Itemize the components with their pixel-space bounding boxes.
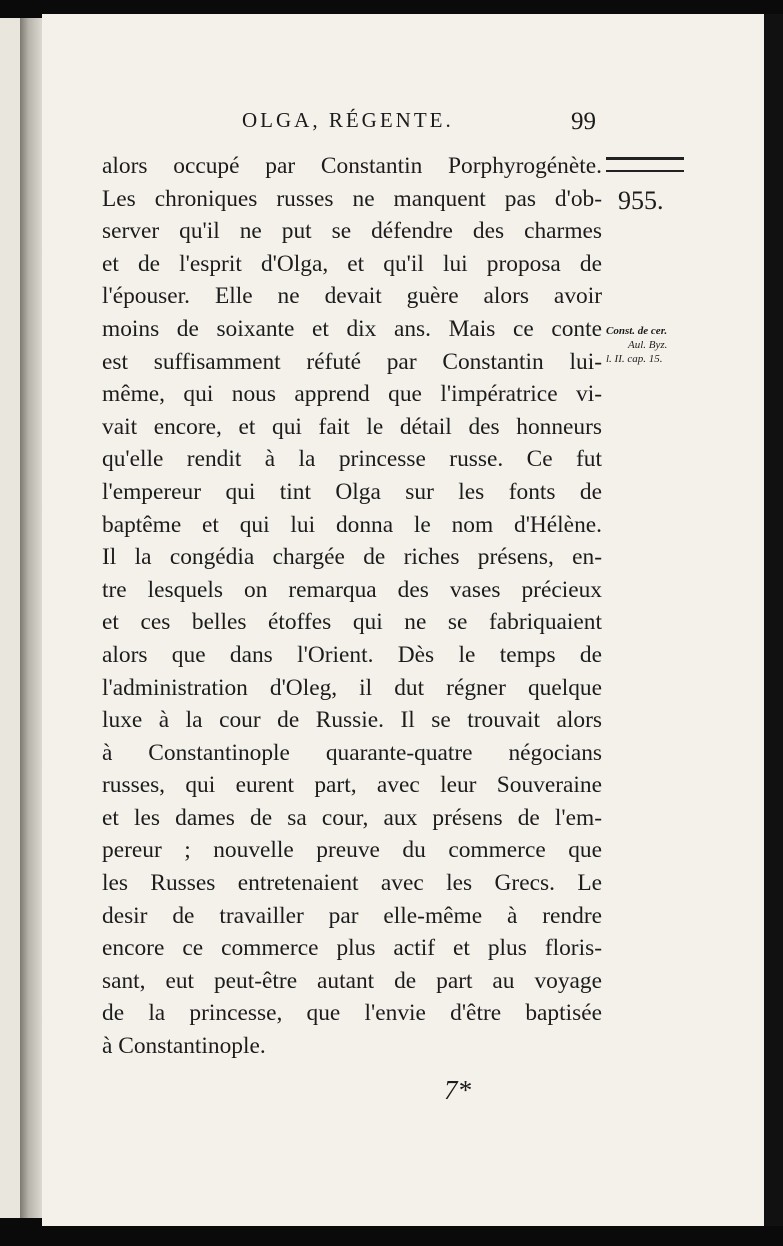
text-line: et les dames de sa cour, aux présens de l'em- [102, 804, 602, 831]
margin-citation [606, 324, 716, 366]
text-line: alors occupé par Constantin Porphyrogénète. [102, 153, 602, 179]
text-line: tre lesquels on remarqua des vases précieux [102, 576, 602, 603]
body-text [102, 150, 602, 1063]
text-line: russes, qui eurent part, avec leur Souveraine [102, 772, 602, 799]
left-page-edge [0, 18, 20, 1218]
text-line: les Russes entretenaient avec les Grecs. Le [102, 870, 602, 897]
text-line: à Constantinople. [102, 1033, 266, 1060]
citation-line-3: l. II. cap. 15. [606, 353, 663, 365]
page-number: 99 [571, 108, 596, 135]
text-line: pereur ; nouvelle preuve du commerce que [102, 837, 602, 864]
text-line: l'empereur qui tint Olga sur les fonts de [102, 478, 602, 505]
text-line: luxe à la cour de Russie. Il se trouvait alors [102, 707, 602, 734]
text-line: de la princesse, que l'envie d'être baptisée [102, 1000, 602, 1027]
text-line: vait encore, et qui fait le détail des honneurs [102, 413, 602, 440]
text-line: Les chroniques russes ne manquent pas d'ob- [102, 185, 602, 212]
text-line: baptême et qui lui donna le nom d'Hélène. [102, 511, 602, 538]
running-title: OLGA, RÉGENTE. [242, 108, 454, 132]
citation-line-2: Aul. Byz. [628, 339, 668, 351]
text-line: l'administration d'Oleg, il dut régner quelque [102, 674, 602, 701]
text-line: est suffisamment réfuté par Constantin lui- [102, 348, 602, 375]
text-line: alors que dans l'Orient. Dès le temps de [102, 641, 602, 668]
signature-mark: 7* [444, 1075, 471, 1105]
text-line: même, qui nous apprend que l'impératrice vi- [102, 381, 602, 408]
text-line: l'épouser. Elle ne devait guère alors avoir [102, 283, 602, 310]
text-line: encore ce commerce plus actif et plus floris- [102, 935, 602, 962]
citation-line-1: Const. de cer. [606, 325, 668, 337]
text-line: et de l'esprit d'Olga, et qu'il lui proposa de [102, 250, 602, 277]
text-line: qu'elle rendit à la princesse russe. Ce fut [102, 446, 602, 473]
margin-rule [606, 157, 684, 172]
text-line: et ces belles étoffes qui ne se fabriquaient [102, 609, 602, 636]
margin-year: 955. [618, 186, 664, 215]
text-line: desir de travailler par elle-même à rendre [102, 902, 602, 929]
page-edge-shadow [764, 14, 783, 1226]
book-gutter [20, 18, 42, 1218]
text-line: moins de soixante et dix ans. Mais ce conte [102, 315, 602, 342]
text-line: server qu'il ne put se défendre des charmes [102, 218, 602, 245]
text-line: Il la congédia chargée de riches présens, en- [102, 544, 602, 571]
text-line: à Constantinople quarante-quatre négocians [102, 739, 602, 766]
text-line: sant, eut peut-être autant de part au voyage [102, 967, 602, 994]
